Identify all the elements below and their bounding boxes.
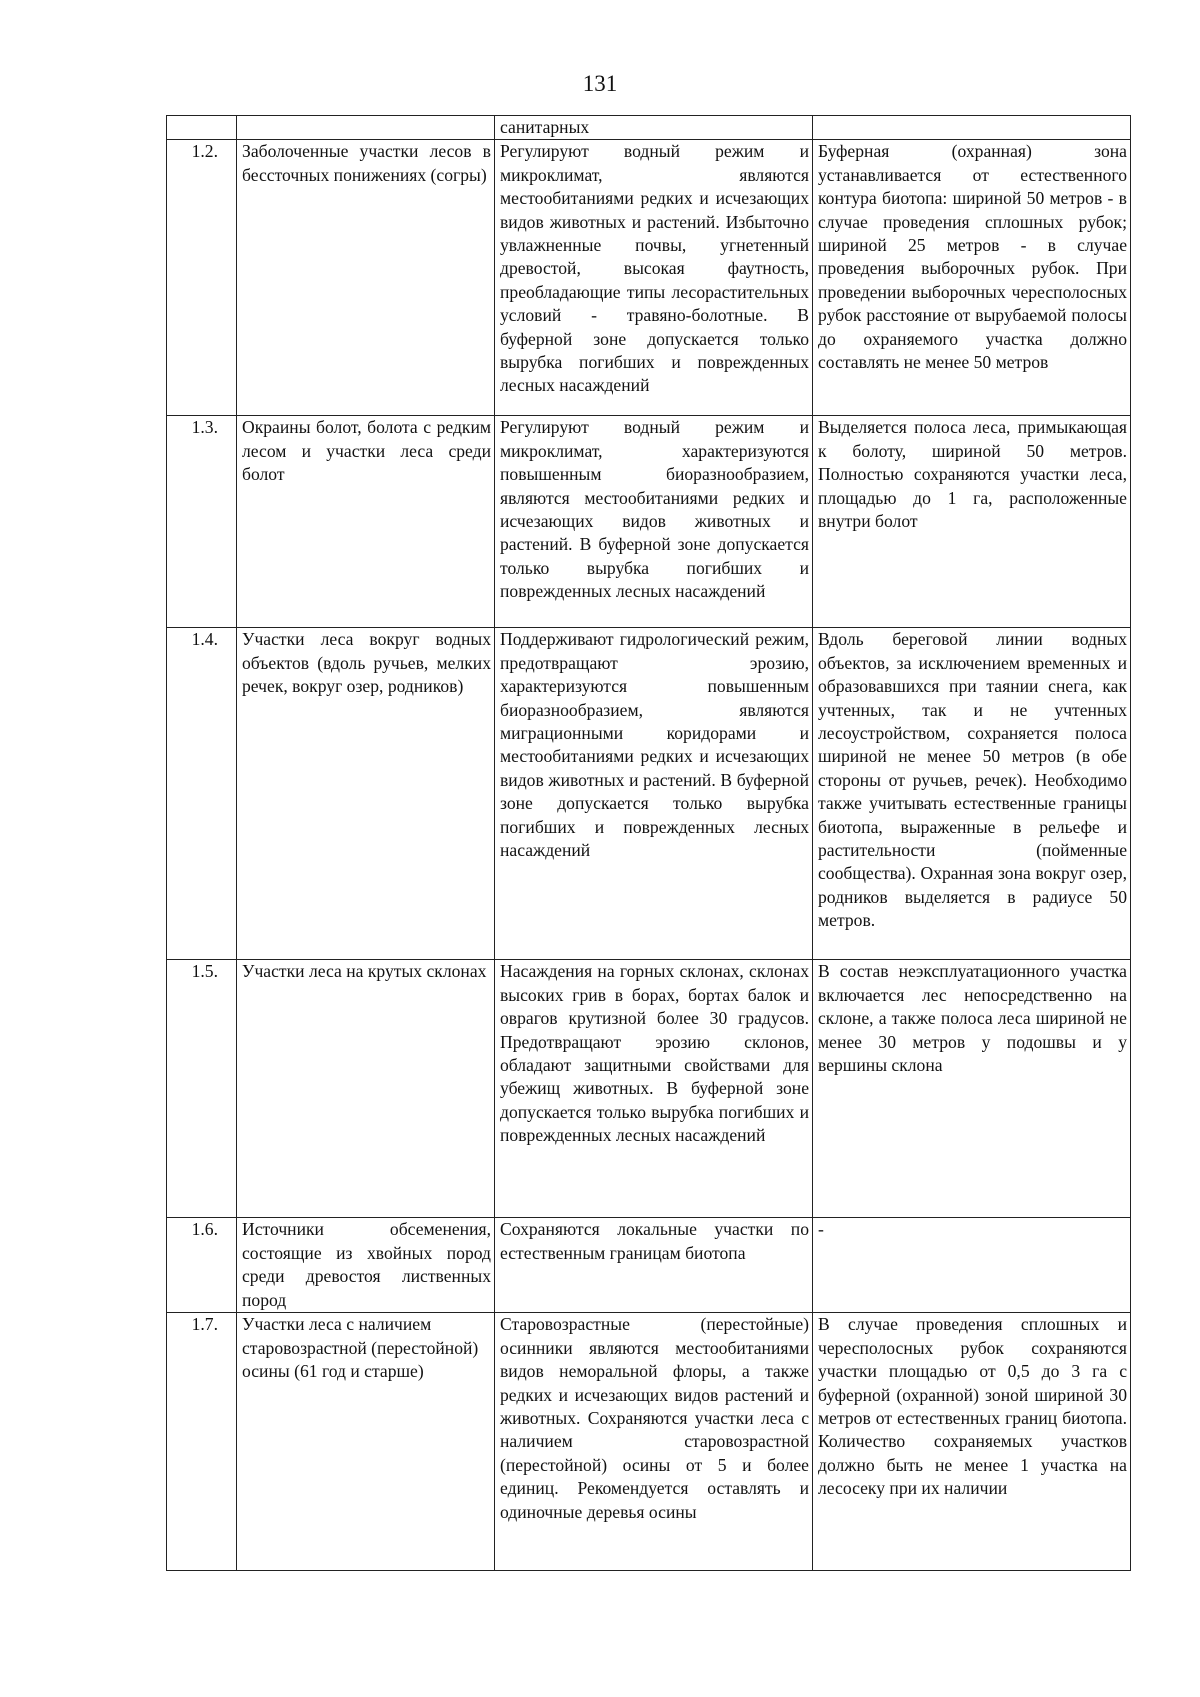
biotope-description: Старовозрастные (перестойные) осинники являются местообитаниями видов неморальной флоры, а также редких и исчезающих видов растений и животных. Сохраняются участки леса с наличием старовозрастной (перестойной) осины от 5 и более единиц. Рекомендуется оставлять и одиночные деревья осины xyxy=(495,1313,813,1571)
table-row xyxy=(167,1313,1131,1571)
row-number: 1.7. xyxy=(167,1313,237,1571)
biotope-description: санитарных xyxy=(495,116,813,140)
biotope-rule: Вдоль береговой линии водных объектов, за исключением временных и образовавшихся при таянии снега, как учтенных, так и не учтенных лесоустройством, сохраняется полоса шириной не менее 50 метров (в обе стороны от ручьев, речек). Необходимо также учитывать естественные границы биотопа, выраженные в рельефе и растительности (пойменные сообщества). Охранная зона вокруг озер, родников выделяется в радиусе 50 метров. xyxy=(813,628,1131,960)
biotope-rule: В состав неэксплуатационного участка включается лес непосредственно на склоне, а также полоса леса шириной не менее 30 метров у подошвы и у вершины склона xyxy=(813,960,1131,1218)
table-row xyxy=(167,116,1131,140)
biotope-rule: В случае проведения сплошных и чересполосных рубок сохраняются участки площадью от 0,5 до 3 га с буферной (охранной) зоной шириной 30 метров от естественных границ биотопа. Количество сохраняемых участков должно быть не менее 1 участка на лесосеку при их наличии xyxy=(813,1313,1131,1571)
table-row xyxy=(167,416,1131,628)
biotope-description: Сохраняются локальные участки по естественным границам биотопа xyxy=(495,1218,813,1313)
biotope-name: Заболоченные участки лесов в бессточных понижениях (согры) xyxy=(237,140,495,416)
row-number: 1.5. xyxy=(167,960,237,1218)
biotope-description: Поддерживают гидрологический режим, предотвращают эрозию, характеризуются повышенным биоразнообразием, являются миграционными коридорами и местообитаниями редких и исчезающих видов животных и растений. В буферной зоне допускается только вырубка погибших и поврежденных лесных насаждений xyxy=(495,628,813,960)
table-row xyxy=(167,628,1131,960)
biotope-rule: - xyxy=(813,1218,1131,1313)
biotope-description: Насаждения на горных склонах, склонах высоких грив в борах, бортах балок и оврагов крутизной более 30 градусов. Предотвращают эрозию склонов, обладают защитными свойствами для убежищ животных. В буферной зоне допускается только вырубка погибших и поврежденных лесных насаждений xyxy=(495,960,813,1218)
biotope-name xyxy=(237,116,495,140)
biotope-name: Участки леса вокруг водных объектов (вдоль ручьев, мелких речек, вокруг озер, родников) xyxy=(237,628,495,960)
biotope-description: Регулируют водный режим и микроклимат, являются местообитаниями редких и исчезающих видов животных и растений. Избыточно увлажненные почвы, угнетенный древостой, высокая фаутность, преобладающие типы лесорастительных условий - травяно-болотные. В буферной зоне допускается только вырубка погибших и поврежденных лесных насаждений xyxy=(495,140,813,416)
biotope-name: Участки леса с наличием старовозрастной (перестойной) осины (61 год и старше) xyxy=(237,1313,495,1571)
biotope-name: Окраины болот, болота с редким лесом и участки леса среди болот xyxy=(237,416,495,628)
row-number xyxy=(167,116,237,140)
row-number: 1.2. xyxy=(167,140,237,416)
biotope-name: Участки леса на крутых склонах xyxy=(237,960,495,1218)
biotope-table xyxy=(166,115,1131,1571)
biotope-rule: Буферная (охранная) зона устанавливается от естественного контура биотопа: шириной 50 метров - в случае проведения сплошных рубок; шириной 25 метров - в случае проведения выборочных рубок. При проведении выборочных чересполосных рубок расстояние от вырубаемой полосы до охраняемого участка должно составлять не менее 50 метров xyxy=(813,140,1131,416)
biotope-description: Регулируют водный режим и микроклимат, характеризуются повышенным биоразнообразием, являются местообитаниями редких и исчезающих видов животных и растений. В буферной зоне допускается только вырубка погибших и поврежденных лесных насаждений xyxy=(495,416,813,628)
page-number: 131 xyxy=(582,71,618,96)
table-row xyxy=(167,1218,1131,1313)
biotope-rule: Выделяется полоса леса, примыкающая к болоту, шириной 50 метров. Полностью сохраняются участки леса, площадью до 1 га, расположенные внутри болот xyxy=(813,416,1131,628)
biotope-rule xyxy=(813,116,1131,140)
biotope-name: Источники обсеменения, состоящие из хвойных пород среди древостоя лиственных пород xyxy=(237,1218,495,1313)
row-number: 1.3. xyxy=(167,416,237,628)
row-number: 1.6. xyxy=(167,1218,237,1313)
table-row xyxy=(167,140,1131,416)
row-number: 1.4. xyxy=(167,628,237,960)
table-row xyxy=(167,960,1131,1218)
